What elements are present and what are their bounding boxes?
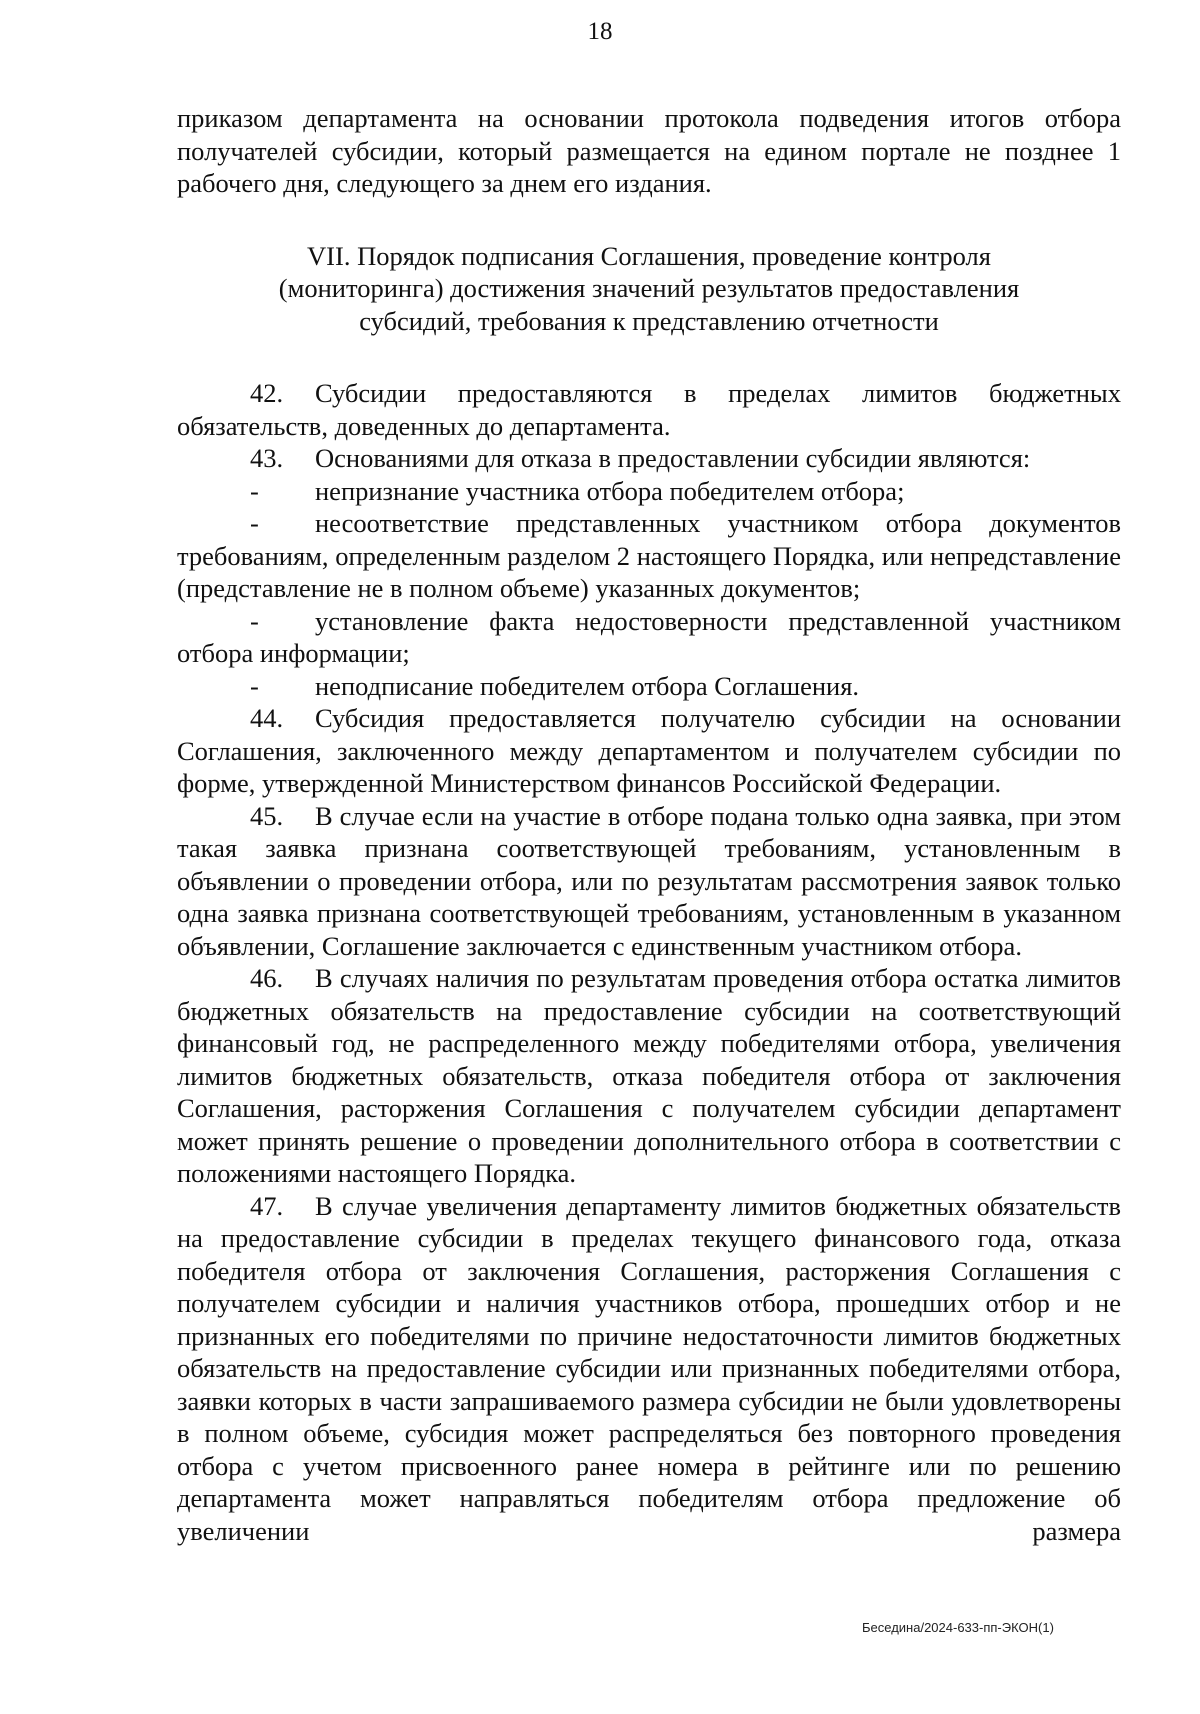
paragraph-text: В случае если на участие в отборе подана только одна заявка, при этом такая заявка признана соответствующей требованиям, установленным в объявлении о проведении отбора, или по результатам рассмотрения заявок только одна заявка признана соответствующей требованиям, установленным в указанном объявлении, Соглашение заключается с единственным участником отбора. [177, 800, 1121, 961]
paragraph-number: 43. [250, 443, 284, 473]
list-item-text: установление факта недостоверности представленной участником отбора информации; [177, 605, 1121, 668]
list-dash: - [250, 508, 259, 538]
paragraph-number: 45. [250, 800, 284, 831]
list-item-text: неподписание победителем отбора Соглашения. [315, 670, 860, 701]
paragraph-number: 44. [250, 703, 284, 733]
list-item [177, 475, 1121, 508]
paragraph-46 [177, 962, 1121, 1190]
list-item [177, 670, 1121, 703]
section-heading [177, 240, 1121, 338]
heading-line: субсидий, требования к представлению отчетности [359, 305, 939, 336]
list-dash: - [250, 605, 259, 636]
paragraph-number: 42. [250, 378, 284, 408]
paragraph-number: 47. [250, 1190, 284, 1221]
document-reference-footer: Беседина/2024-633-пп-ЭКОН(1) [862, 1620, 1054, 1635]
paragraph-43 [177, 442, 1121, 475]
heading-line: VII. Порядок подписания Соглашения, проведение контроля [307, 240, 991, 271]
paragraph-text: Основаниями для отказа в предоставлении субсидии являются: [315, 443, 1031, 473]
paragraph-text: В случаях наличия по результатам проведения отбора остатка лимитов бюджетных обязательств на предоставление субсидии на соответствующий финансовый год, не распределенного между победителями отбора, увеличения лимитов бюджетных обязательств, отказа победителя отбора от заключения Соглашения, расторжения Соглашения с получателем субсидии департамент может принять решение о проведении дополнительного отбора в соответствии с положениями настоящего Порядка. [177, 963, 1121, 1188]
list-item-text: непризнание участника отбора победителем отбора; [315, 475, 905, 506]
paragraph-text: В случае увеличения департаменту лимитов бюджетных обязательств на предоставление субсидии в пределах текущего финансового года, отказа победителя отбора от заключения Соглашения, расторжения Соглашения с получателем субсидии и наличия участников отбора, прошедших отбор и не признанных его победителями по причине недостаточности лимитов бюджетных обязательств на предоставление субсидии или признанных победителями отбора, заявки которых в части запрашиваемого размера субсидии не были удовлетворены в полном объеме, субсидия может распределяться без повторного проведения отбора с учетом присвоенного ранее номера в рейтинге или по решению департамента может направляться победителям отбора предложение об увеличении размера [177, 1190, 1121, 1546]
paragraph-text: Субсидия предоставляется получателю субсидии на основании Соглашения, заключенного между департаментом и получателем субсидии по форме, утвержденной Министерством финансов Российской Федерации. [177, 703, 1121, 798]
heading-line: (мониторинга) достижения значений результатов предоставления [278, 273, 1020, 303]
list-item [177, 507, 1121, 605]
list-item-text: несоответствие представленных участником отбора документов требованиям, определенным разделом 2 настоящего Порядка, или непредставление (представление не в полном объеме) указанных документов; [177, 508, 1121, 603]
paragraph-44 [177, 702, 1121, 800]
paragraph-45 [177, 800, 1121, 963]
paragraph-47 [177, 1190, 1121, 1548]
paragraph-42 [177, 377, 1121, 442]
list-dash: - [250, 475, 259, 506]
paragraph-text: Субсидии предоставляются в пределах лимитов бюджетных обязательств, доведенных до департамента. [177, 378, 1121, 441]
document-body [177, 102, 1121, 1547]
list-item [177, 605, 1121, 670]
page-number: 18 [587, 18, 613, 45]
intro-paragraph: приказом департамента на основании протокола подведения итогов отбора получателей субсидии, который размещается на едином портале не позднее 1 рабочего дня, следующего за днем его издания. [177, 103, 1121, 198]
list-dash: - [250, 670, 259, 701]
paragraph-number: 46. [250, 963, 284, 993]
